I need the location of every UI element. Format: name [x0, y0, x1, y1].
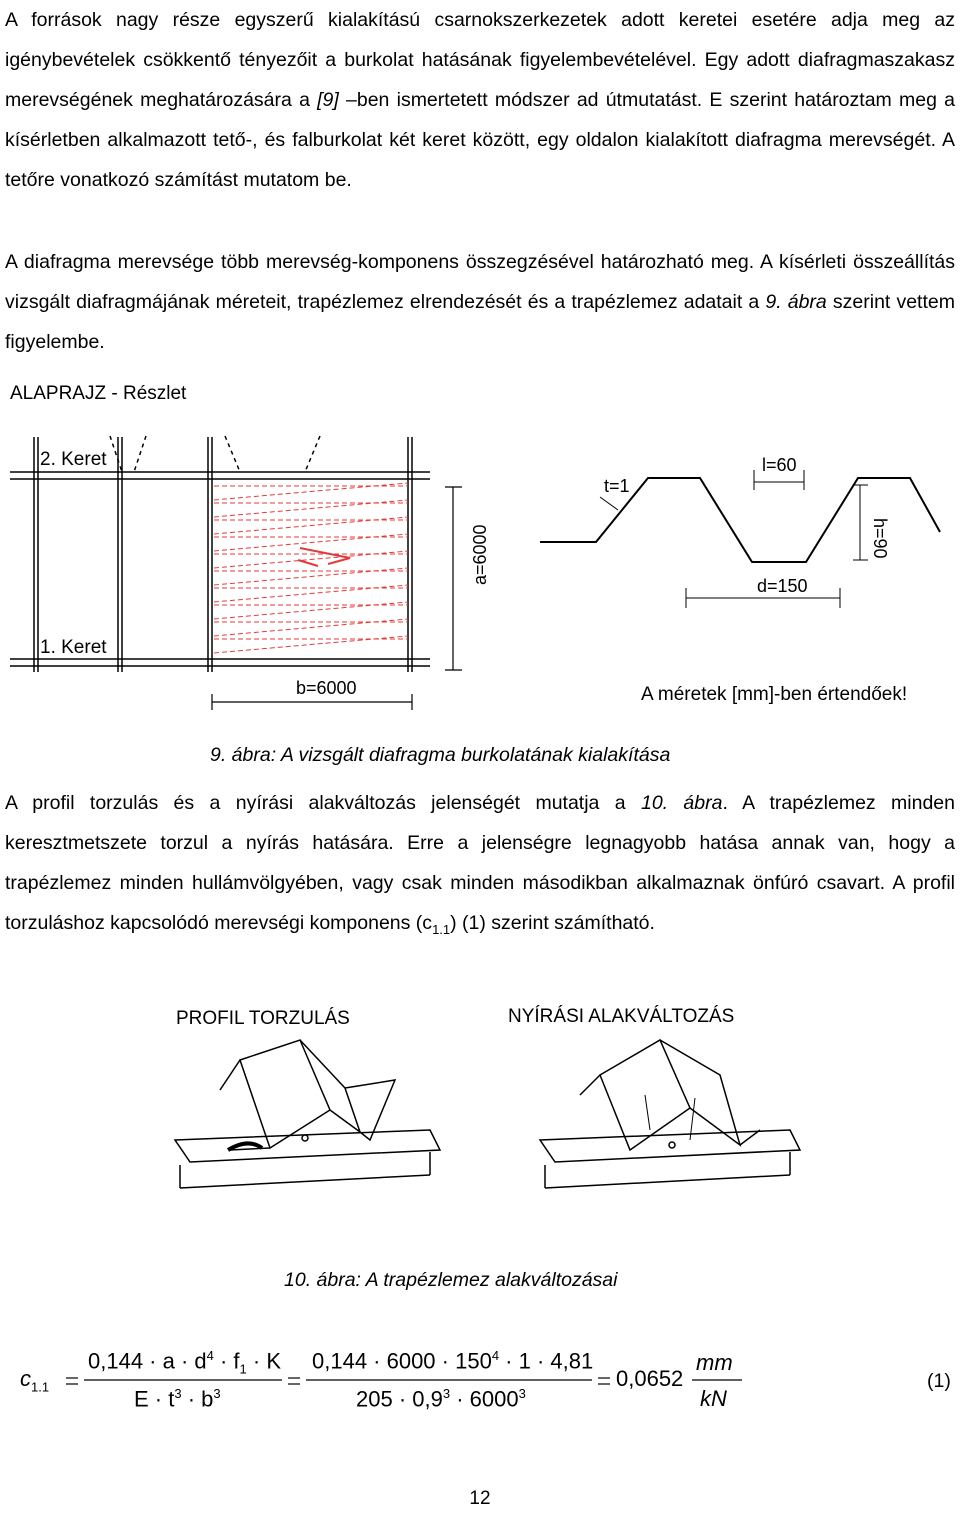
thickness-label: t=1 [604, 476, 630, 496]
paragraph-1: A források nagy része egyszerű kialakítású csarnokszerkezetek adott keretei esetére adja meg az igénybevételek csökkentő tényezőit a burkolat hatásának figyelembevételével. Egy adott diafragmaszakasz merevségének meghatározására a [9] –ben ismertetett módszer ad útmutatást. E szerint határoztam meg a kísérletben alkalmazott tető-, és falburkolat két keret között, egy oldalon kialakított diafragma merevségét. A tetőre vonatkozó számítást mutatom be. [5, 9, 955, 191]
page-number: 12 [469, 1488, 491, 1509]
equation-unit-numerator: mm [696, 1350, 733, 1375]
equation-lhs: $c_{1.1}$ [20, 1366, 50, 1395]
equation-numerator-1: $0,144 \cdot a \cdot d^4 \cdot f_1 \cdot K$ [88, 1348, 282, 1377]
frame-2-label: 2. Keret [40, 449, 107, 470]
equation-result: 0,0652 [616, 1366, 684, 1391]
figure-9-caption: 9. ábra: A vizsgált diafragma burkolatának kialakítása [210, 744, 671, 766]
paragraph-3: A profil torzulás és a nyírási alakváltozás jelenségét mutatja a 10. ábra. A trapézlemez minden keresztmetszete torzul a nyírás hatására. Erre a jelenségre legnagyobb hatása annak van, hogy a trapézlemez minden hullámvölgyében, vagy csak minden másodikban alkalmaznak önfúró csavart. A profil torzuláshoz kapcsolódó merevségi komponens $(c_{1.1})$ (1) szerint számítható. [5, 792, 955, 937]
frame-1-label: 1. Keret [40, 637, 107, 658]
dimension-l-label: l=60 [762, 455, 797, 475]
units-note: A méretek [mm]-ben értendőek! [641, 684, 908, 705]
dimension-b-label: b=6000 [296, 678, 357, 698]
paragraph-2: A diafragma merevsége több merevség-komponens összegzésével határozható meg. A kísérleti összeállítás vizsgált diafragmájának méreteit, trapézlemez elrendezését és a trapézlemez adatait a 9. ábra szerint vettem figyelembe. [5, 251, 955, 353]
figure-10-caption: 10. ábra: A trapézlemez alakváltozásai [284, 1269, 618, 1291]
dimension-h-label: h=90 [870, 518, 890, 559]
figure-9-title: ALAPRAJZ - Részlet [10, 383, 187, 404]
equation-number: (1) [927, 1370, 951, 1392]
dimension-d-label: d=150 [757, 576, 808, 596]
dimension-a-label: a=6000 [470, 524, 490, 585]
figure-10-reference: 10. ábra [640, 792, 723, 814]
equation-numerator-2: $0,144 \cdot 6000 \cdot 150^4 \cdot 1 \cdot 4,81$ [312, 1348, 594, 1374]
equation-unit-denominator: kN [700, 1386, 727, 1411]
profile-distortion-title: PROFIL TORZULÁS [176, 1008, 350, 1029]
equation-denominator-2: $205 \cdot 0,9^3 \cdot 6000^3$ [356, 1386, 526, 1412]
equation-denominator-1: $E \cdot t^3 \cdot b^3$ [134, 1386, 221, 1412]
figure-9-reference: 9. ábra [765, 291, 827, 313]
shear-deformation-title: NYÍRÁSI ALAKVÁLTOZÁS [508, 1006, 735, 1027]
reference-9: [9] [317, 89, 339, 111]
